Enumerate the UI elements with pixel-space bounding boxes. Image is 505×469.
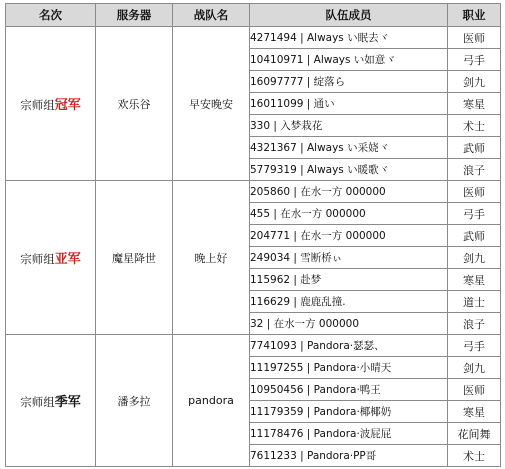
team-cell: 晚上好 [173,181,250,335]
job-cell: 弓手 [448,203,501,225]
server-cell: 欢乐谷 [96,27,173,181]
rank-prefix: 宗师组 [20,252,55,266]
job-cell: 术士 [448,115,501,137]
member-cell: 11179359 | Pandora·椰椰奶 [250,401,448,423]
header-members: 队伍成员 [250,4,448,27]
rank-title: 亚军 [54,252,81,267]
job-cell: 浪子 [448,313,501,335]
member-cell: 204771 | 在水一方 000000 [250,225,448,247]
member-cell: 32 | 在水一方 000000 [250,313,448,335]
table-row [6,335,501,357]
header-team: 战队名 [173,4,250,27]
member-cell: 11197255 | Pandora·小晴天 [250,357,448,379]
header-rank: 名次 [6,4,96,27]
table-row [6,27,501,49]
job-cell: 武师 [448,137,501,159]
job-cell: 剑九 [448,357,501,379]
job-cell: 弓手 [448,49,501,71]
job-cell: 医师 [448,379,501,401]
member-cell: 5779319 | Always い暖歌ヾ [250,159,448,181]
member-cell: 116629 | 鹿鹿乱撞. [250,291,448,313]
ranking-table [5,3,501,467]
rank-cell [6,335,96,467]
header-job: 职业 [448,4,501,27]
job-cell: 剑九 [448,71,501,93]
rank-prefix: 宗师组 [20,98,55,112]
job-cell: 浪子 [448,159,501,181]
job-cell: 道士 [448,291,501,313]
member-cell: 16011099 | 通い [250,93,448,115]
member-cell: 10950456 | Pandora·鸭王 [250,379,448,401]
member-cell: 115962 | 赴梦 [250,269,448,291]
table-header [6,4,501,27]
rank-prefix: 宗师组 [20,395,55,409]
job-cell: 医师 [448,27,501,49]
job-cell: 医师 [448,181,501,203]
member-cell: 7741093 | Pandora·瑟瑟、 [250,335,448,357]
header-row [6,4,501,27]
rank-cell [6,181,96,335]
member-cell: 4271494 | Always い眠去ヾ [250,27,448,49]
rank-title: 季军 [54,395,81,410]
member-cell: 16097777 | 绽落ら [250,71,448,93]
member-cell: 10410971 | Always い如意ヾ [250,49,448,71]
job-cell: 寒星 [448,269,501,291]
member-cell: 330 | 入梦栽花 [250,115,448,137]
job-cell: 寒星 [448,401,501,423]
member-cell: 7611233 | Pandora·PP哥 [250,445,448,467]
job-cell: 术士 [448,445,501,467]
member-cell: 249034 | 雪断桥ぃ [250,247,448,269]
member-cell: 455 | 在水一方 000000 [250,203,448,225]
team-cell: 早安晚安 [173,27,250,181]
job-cell: 剑九 [448,247,501,269]
job-cell: 武师 [448,225,501,247]
header-server: 服务器 [96,4,173,27]
table-row [6,181,501,203]
member-cell: 11178476 | Pandora·波屁屁 [250,423,448,445]
server-cell: 魔星降世 [96,181,173,335]
table-body [6,27,501,467]
team-cell: pandora [173,335,250,467]
job-cell: 弓手 [448,335,501,357]
job-cell: 花间舞 [448,423,501,445]
member-cell: 4321367 | Always い采娆ヾ [250,137,448,159]
rank-cell [6,27,96,181]
member-cell: 205860 | 在水一方 000000 [250,181,448,203]
job-cell: 寒星 [448,93,501,115]
rank-title: 冠军 [54,98,81,113]
server-cell: 潘多拉 [96,335,173,467]
